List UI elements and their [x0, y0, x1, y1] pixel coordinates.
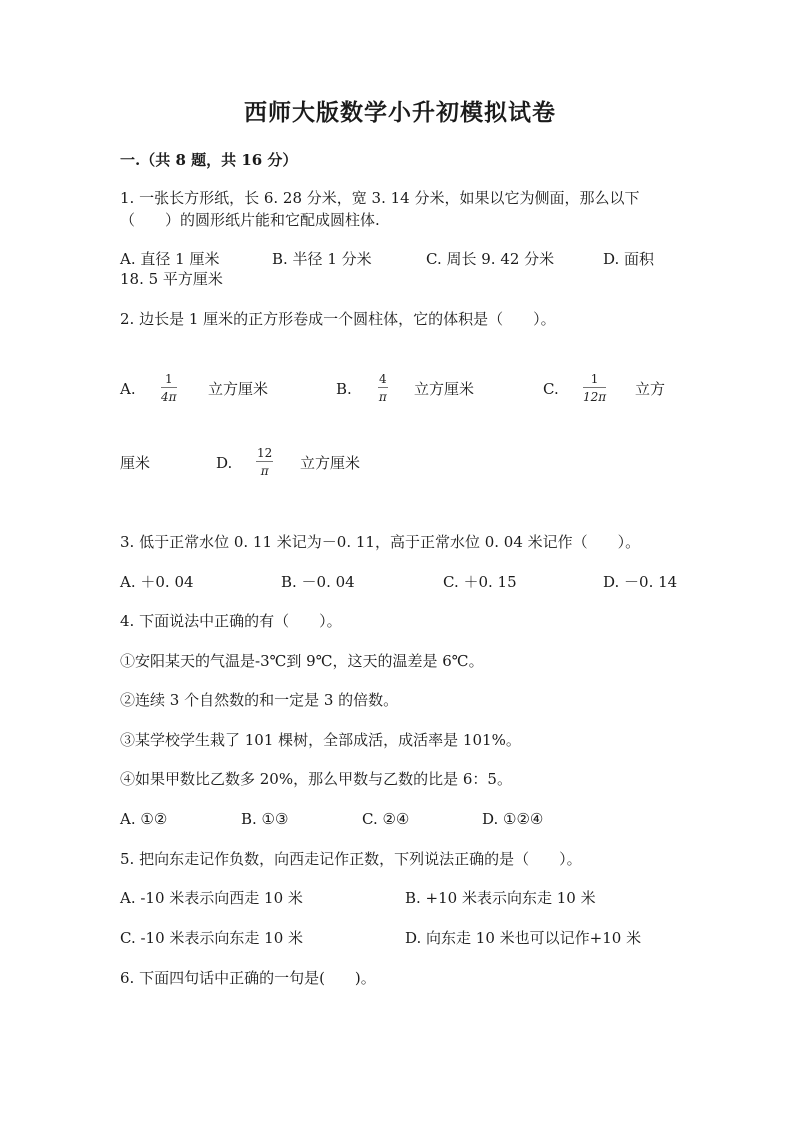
option-a: A. -10 米表示向西走 10 米: [120, 889, 303, 907]
statement-4: ④如果甲数比乙数多 20%，那么甲数与乙数的比是 6：5。: [120, 770, 512, 788]
question-stem: 4. 下面说法中正确的有（ ）。: [120, 612, 342, 630]
question-stem: 3. 低于正常水位 0. 11 米记为－0. 11，高于正常水位 0. 04 米记作（ ）。: [120, 533, 641, 551]
option-d: D. ①②④: [482, 810, 544, 828]
question-stem: 2. 边长是 1 厘米的正方形卷成一个圆柱体，它的体积是（ ）。: [120, 310, 556, 328]
option-a-fraction: [161, 372, 177, 404]
option-b-unit: 立方厘米: [414, 380, 475, 398]
fraction-bar: [161, 387, 177, 388]
option-b-label: B.: [336, 380, 352, 398]
fraction-denominator: π: [260, 464, 269, 478]
option-c-label: C.: [543, 380, 559, 398]
fraction-denominator: 12π: [583, 390, 607, 404]
fraction-numerator: 12: [257, 446, 273, 460]
statement-1: ①安阳某天的气温是-3℃到 9℃，这天的温差是 6℃。: [120, 652, 484, 670]
option-d: D. 向东走 10 米也可以记作+10 米: [405, 929, 642, 947]
option-b: B. －0. 04: [281, 573, 355, 591]
statement-2: ②连续 3 个自然数的和一定是 3 的倍数。: [120, 691, 399, 709]
option-c-fraction: [583, 372, 606, 404]
statement-3: ③某学校学生栽了 101 棵树，全部成活，成活率是 101%。: [120, 731, 521, 749]
option-d-label: D.: [216, 454, 233, 472]
option-d: D. 面积: [603, 250, 655, 268]
fraction-bar: [256, 461, 273, 462]
option-a-label: A.: [120, 380, 136, 398]
fraction-bar: [378, 387, 388, 388]
question-stem-continued: （ ）的圆形纸片能和它配成圆柱体.: [120, 211, 380, 229]
option-b: B. 半径 1 分米: [272, 250, 372, 268]
option-c: C. 周长 9. 42 分米: [426, 250, 555, 268]
option-c: C. ＋0. 15: [443, 573, 517, 591]
fraction-numerator: 4: [379, 372, 387, 386]
question-stem: 1. 一张长方形纸，长 6. 28 分米，宽 3. 14 分米，如果以它为侧面，那么以下: [120, 189, 640, 207]
fraction-numerator: 1: [164, 372, 173, 386]
option-d-fraction: [256, 446, 273, 478]
option-c: C. ②④: [362, 810, 410, 828]
option-a: A. ①②: [120, 810, 168, 828]
fraction-numerator: 1: [590, 372, 599, 386]
option-b: B. +10 米表示向东走 10 米: [405, 889, 596, 907]
fraction-denominator: 4π: [161, 390, 177, 404]
option-b-fraction: [378, 372, 388, 404]
option-a-unit: 立方厘米: [208, 380, 269, 398]
option-c: C. -10 米表示向东走 10 米: [120, 929, 304, 947]
fraction-bar: [583, 387, 606, 388]
fraction-denominator: π: [378, 390, 387, 404]
question-stem: 6. 下面四句话中正确的一句是( )。: [120, 969, 376, 987]
option-c-unit: 立方: [635, 380, 666, 398]
option-d: D. －0. 14: [603, 573, 678, 591]
option-d-unit: 立方厘米: [300, 454, 361, 472]
option-a: A. ＋0. 04: [120, 573, 194, 591]
page-title: 西师大版数学小升初模拟试卷: [244, 99, 556, 126]
option-d-continued: 18. 5 平方厘米: [120, 270, 223, 288]
option-a: A. 直径 1 厘米: [120, 250, 220, 268]
section-heading: 一.（共 8 题，共 16 分）: [120, 151, 298, 169]
option-c-unit-continued: 厘米: [120, 454, 151, 472]
option-b: B. ①③: [241, 810, 289, 828]
question-stem: 5. 把向东走记作负数，向西走记作正数，下列说法正确的是（ ）。: [120, 850, 582, 868]
